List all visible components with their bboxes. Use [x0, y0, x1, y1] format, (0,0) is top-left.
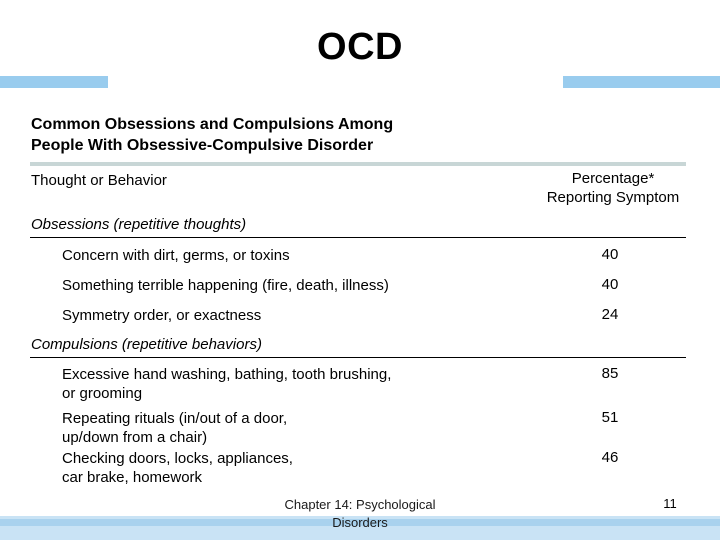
section-heading-compulsions: Compulsions (repetitive behaviors)	[31, 336, 262, 353]
row-label-line: car brake, homework	[62, 469, 203, 486]
row-label-line: Symmetry order, or exactness	[62, 307, 262, 324]
column-header-percentage	[520, 169, 706, 207]
row-label-line: up/down from a chair)	[62, 429, 208, 446]
table-row-value: 40	[601, 246, 619, 263]
section-heading-obsessions: Obsessions (repetitive thoughts)	[31, 216, 247, 233]
header-rule	[30, 162, 686, 166]
column-header-thought: Thought or Behavior	[31, 172, 167, 189]
footer-chapter-line-1: Chapter 14: Psychological	[284, 497, 436, 512]
section-rule	[30, 237, 686, 238]
table-row-label	[62, 246, 462, 265]
row-label-line: Something terrible happening (fire, death, illness)	[62, 277, 389, 294]
table-row-label	[62, 276, 462, 295]
column-header-percentage-line-2: Reporting Symptom	[546, 189, 680, 206]
row-label-line: Repeating rituals (in/out of a door,	[62, 410, 288, 427]
section-rule	[30, 357, 686, 358]
table-row-value: 85	[601, 365, 619, 382]
row-label-line: Checking doors, locks, appliances,	[62, 450, 293, 467]
footer-chapter-line-2: Disorders	[332, 515, 388, 530]
table-caption	[31, 114, 491, 156]
footer-chapter	[260, 496, 460, 532]
table-row-value: 51	[601, 409, 619, 426]
caption-line-2: People With Obsessive-Compulsive Disorder	[31, 137, 374, 154]
table-row-value: 40	[601, 276, 619, 293]
page-number: 11	[663, 496, 677, 511]
slide-title: OCD	[317, 26, 403, 68]
top-right-accent-bar	[563, 76, 720, 88]
table-row-value: 46	[601, 449, 619, 466]
table-row-label	[62, 449, 462, 487]
table-row-label	[62, 306, 462, 325]
row-label-line: Excessive hand washing, bathing, tooth brushing,	[62, 366, 392, 383]
table-row-label	[62, 365, 462, 403]
table-row-value: 24	[601, 306, 619, 323]
top-left-accent-bar	[0, 76, 108, 88]
column-header-percentage-line-1: Percentage*	[571, 170, 655, 187]
row-label-line: or grooming	[62, 385, 143, 402]
caption-line-1: Common Obsessions and Compulsions Among	[31, 116, 394, 133]
table-row-label	[62, 409, 462, 447]
row-label-line: Concern with dirt, germs, or toxins	[62, 247, 290, 264]
